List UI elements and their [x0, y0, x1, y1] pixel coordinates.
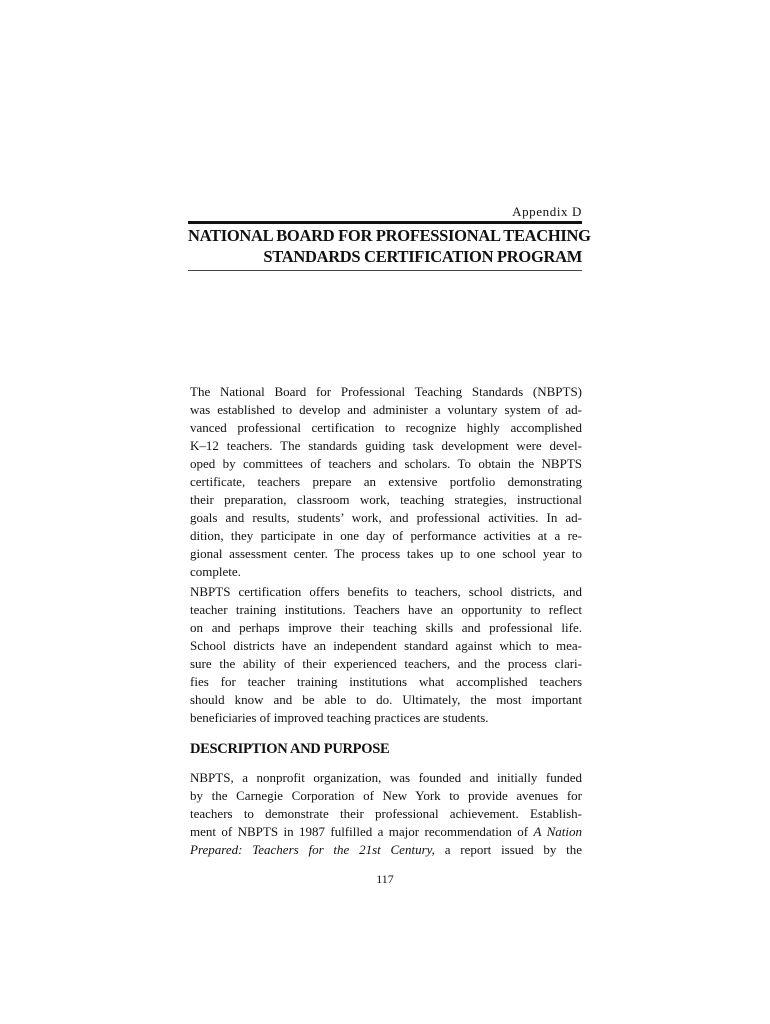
page-number: 117	[376, 872, 394, 886]
section-heading: DESCRIPTION AND PURPOSE	[190, 741, 390, 757]
text-line: was established to develop and administer a voluntary system of ad-	[190, 402, 582, 417]
text-line	[190, 823, 582, 841]
text-line: beneficiaries of improved teaching practices are students.	[190, 710, 489, 725]
text-line: vanced professional certification to recognize highly accomplished	[190, 420, 582, 435]
text-line: goals and results, students’ work, and professional activities. In ad-	[190, 510, 582, 525]
text-line: NBPTS, a nonprofit organization, was founded and initially funded	[190, 770, 582, 785]
text-line: fies for teacher training institutions what accomplished teachers	[190, 674, 582, 689]
text-line: School districts have an independent standard against which to mea-	[190, 638, 582, 653]
text-span: ment of NBPTS in 1987 fulfilled a major recommendation of	[190, 824, 529, 839]
text-line: complete.	[190, 564, 241, 579]
book-title-italic: A Nation	[533, 824, 582, 839]
book-title-italic: Prepared: Teachers for the 21st Century,	[190, 842, 435, 857]
text-line: by the Carnegie Corporation of New York to provide avenues for	[190, 788, 582, 803]
page-title-line-1: NATIONAL BOARD FOR PROFESSIONAL TEACHING	[188, 226, 591, 245]
text-line: certificate, teachers prepare an extensive portfolio demonstrating	[190, 474, 582, 489]
text-line: teachers to demonstrate their professional achievement. Establish-	[190, 806, 582, 821]
text-line: should know and be able to do. Ultimately, the most important	[190, 692, 582, 707]
text-line	[190, 841, 582, 859]
text-line: NBPTS certification offers benefits to teachers, school districts, and	[190, 584, 582, 599]
page-title-line-2: STANDARDS CERTIFICATION PROGRAM	[263, 247, 582, 266]
text-line: K–12 teachers. The standards guiding task development were devel-	[190, 438, 582, 453]
title-top-rule	[188, 221, 582, 224]
appendix-label: Appendix D	[512, 204, 582, 219]
text-line: oped by committees of teachers and scholars. To obtain the NBPTS	[190, 456, 582, 471]
text-line: their preparation, classroom work, teaching strategies, instructional	[190, 492, 582, 507]
text-line: dition, they participate in one day of performance activities at a re-	[190, 528, 582, 543]
title-bottom-rule	[188, 270, 582, 271]
text-line: gional assessment center. The process takes up to one school year to	[190, 546, 582, 561]
text-line: The National Board for Professional Teaching Standards (NBPTS)	[190, 384, 582, 399]
text-line: sure the ability of their experienced teachers, and the process clari-	[190, 656, 582, 671]
text-line: on and perhaps improve their teaching skills and professional life.	[190, 620, 582, 635]
text-line: teacher training institutions. Teachers have an opportunity to reflect	[190, 602, 582, 617]
text-span: a report issued by the	[434, 842, 582, 857]
